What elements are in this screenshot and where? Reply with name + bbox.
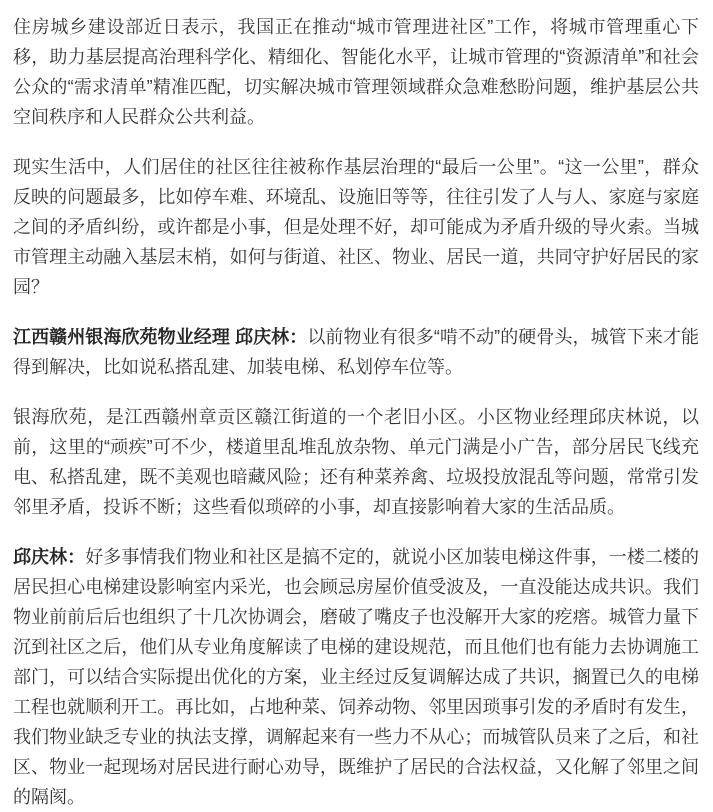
paragraph-text: 好多事情我们物业和社区是搞不定的，就说小区加装电梯这件事，一楼二楼的居民担心电梯建设影响室内采光，也会顾忌房屋价值受波及，一直没能达成共识。我们物业前前后后也组织了十几次协调会，磨破了嘴皮子也没解开大家的疙瘩。城管力量下沉到社区之后，他们从专业角度解读了电梯的建设规范，而且他们也有能力去协调施工部门，可以结合实际提出优化的方案，业主经过反复调解达成了共识，搁置已久的电梯工程也就顺利开工。再比如，占地种菜、饲养动物、邻里因琐事引发的矛盾时有发生，我们物业缺乏专业的执法支撑，调解起来有一些力不从心；而城管队员来了之后，和社区、物业一起现场对居民进行耐心劝导，既维护了居民的合法权益，又化解了邻里之间的隔阂。 (13, 547, 699, 807)
paragraph-text: 现实生活中，人们居住的社区往往被称作基层治理的“最后一公里”。“这一公里”，群众反映的问题最多，比如停车难、环境乱、设施旧等等，往往引发了人与人、家庭与家庭之间的矛盾纠纷，或许都是小事，但是处理不好，却可能成为矛盾升级的导火索。当城市管理主动融入基层末梢，如何与街道、社区、物业、居民一道，共同守护好居民的家园？ (13, 157, 699, 297)
paragraph-text: 住房城乡建设部近日表示，我国正在推动“城市管理进社区”工作，将城市管理重心下移，助力基层提高治理科学化、精细化、智能化水平，让城市管理的“资源清单”和社会公众的“需求清单”精准匹配，切实解决城市管理领域群众急难愁盼问题，维护基层公共空间秩序和人民群众公共利益。 (13, 17, 699, 127)
paragraph-text: 以前物业有很多“啃不动”的硬骨头，城管下来才能得到解决，比如说私搭乱建、加装电梯、私划停车位等。 (13, 327, 699, 377)
speaker-label: 江西赣州银海欣苑物业经理 邱庆林： (13, 327, 308, 347)
speaker-label: 邱庆林： (13, 547, 86, 567)
article-paragraph (13, 542, 699, 812)
article-paragraph (13, 12, 699, 132)
article-paragraph (13, 152, 699, 302)
article-paragraph (13, 322, 699, 382)
article-paragraph (13, 402, 699, 522)
paragraph-text: 银海欣苑，是江西赣州章贡区赣江街道的一个老旧小区。小区物业经理邱庆林说，以前，这里的“顽疾”可不少，楼道里乱堆乱放杂物、单元门满是小广告，部分居民飞线充电、私搭乱建，既不美观也暗藏风险；还有种菜养禽、垃圾投放混乱等问题，常常引发邻里矛盾，投诉不断；这些看似琐碎的小事，却直接影响着大家的生活品质。 (13, 407, 699, 517)
